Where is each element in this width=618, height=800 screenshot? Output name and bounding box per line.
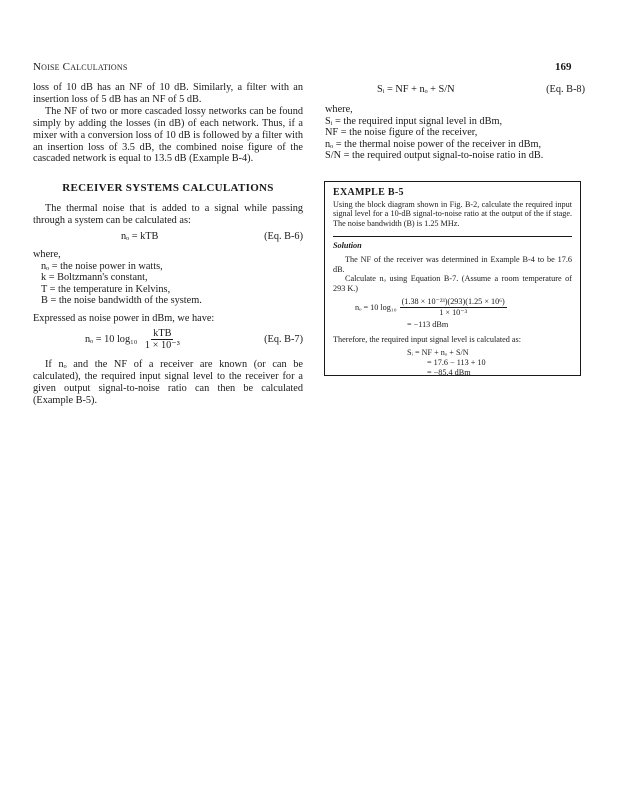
noise-calculation bbox=[355, 297, 572, 317]
solution-paragraph-2: Calculate nₒ using Equation B-7. (Assume a room temperature of 293 K.) bbox=[333, 274, 572, 293]
final-line: = 17.6 − 113 + 10 bbox=[427, 357, 486, 367]
intro-paragraph: loss of 10 dB has an NF of 10 dB. Similarly, a filter with an insertion loss of 5 dB has an NF of 5 dB. bbox=[33, 82, 303, 105]
definition-item: T = the temperature in Kelvins, bbox=[41, 283, 171, 295]
running-header-title: Noise Calculations bbox=[33, 61, 128, 73]
definition-item: k = Boltzmann's constant, bbox=[41, 272, 148, 284]
section-heading: RECEIVER SYSTEMS CALCULATIONS bbox=[62, 182, 274, 195]
equation-b8-label: (Eq. B-8) bbox=[546, 84, 585, 95]
page-number: 169 bbox=[555, 61, 572, 73]
where-label: where, bbox=[33, 248, 61, 260]
equation-b6 bbox=[33, 231, 303, 243]
definitions-list-right bbox=[325, 116, 585, 162]
equation-b7-fraction bbox=[143, 328, 182, 351]
final-calculation bbox=[407, 348, 572, 378]
equation-b8 bbox=[325, 84, 585, 96]
right-column bbox=[325, 82, 585, 161]
definition-item: S/N = the required output signal-to-noise ratio in dB. bbox=[325, 150, 544, 162]
definition-item: Sᵢ = the required input signal level in dBm, bbox=[325, 115, 503, 127]
example-problem: Using the block diagram shown in Fig. B-2, calculate the required input signal level for a 10-dB signal-to-noise ratio at the output of the if stage. The noise bandwidth (B) is 1.25 MHz. bbox=[333, 199, 572, 228]
definition-item: B = the noise bandwidth of the system. bbox=[41, 295, 202, 307]
definition-item: nₒ = the noise power in watts, bbox=[41, 260, 163, 272]
equation-b7-lhs: nₒ = 10 log₁₀ bbox=[85, 334, 138, 346]
solution-paragraph-1: The NF of the receiver was determined in Example B-4 to be 17.6 dB. bbox=[333, 254, 572, 274]
definition-item: NF = the noise figure of the receiver, bbox=[325, 127, 478, 139]
therefore-text: Therefore, the required input signal level is calculated as: bbox=[333, 335, 522, 345]
calc-fraction bbox=[400, 297, 507, 317]
equation-b8-expression: Sᵢ = NF + nₒ + S/N bbox=[377, 84, 455, 95]
final-line: = −85.4 dBm bbox=[427, 367, 471, 377]
example-box bbox=[324, 181, 581, 376]
cascaded-networks-paragraph: The NF of two or more cascaded lossy networks can be found simply by adding the losses (in dB) of each network. Thus, if a mixer with a conversion loss of 10 dB is followed by a filter with an insertion loss of 3.5 dB, the combined noise figure of the cascaded network is equal to 13.5 dB (Example B-4). bbox=[33, 105, 303, 165]
definition-item: nₒ = the thermal noise power of the receiver in dBm, bbox=[325, 138, 542, 150]
example-title: EXAMPLE B-5 bbox=[333, 187, 404, 198]
calc-numerator: (1.38 × 10⁻²³)(293)(1.25 × 10⁶) bbox=[401, 297, 505, 307]
thermal-noise-paragraph: The thermal noise that is added to a signal while passing through a system can be calculated as: bbox=[33, 203, 303, 227]
calc-result: = −113 dBm bbox=[407, 320, 449, 330]
final-line: Sᵢ = NF + nₒ + S/N bbox=[407, 347, 469, 357]
equation-b6-expression: nₒ = kTB bbox=[121, 231, 159, 243]
left-column bbox=[33, 82, 303, 407]
equation-b7-numerator: kTB bbox=[153, 328, 172, 340]
equation-b6-label: (Eq. B-6) bbox=[264, 231, 303, 243]
equation-b7-label: (Eq. B-7) bbox=[264, 333, 303, 345]
equation-b7 bbox=[33, 328, 303, 351]
calc-denominator: 1 × 10⁻³ bbox=[439, 307, 468, 317]
where-label: where, bbox=[325, 103, 353, 115]
closing-paragraph: If nₒ and the NF of a receiver are known (or can be calculated), the required input signal level to the receiver for a given output signal-to-noise ratio can then be calculated (Example B-5). bbox=[33, 359, 303, 407]
equation-b7-denominator: 1 × 10⁻³ bbox=[144, 340, 180, 352]
dbm-intro-text: Expressed as noise power in dBm, we have: bbox=[33, 312, 215, 324]
calc-lhs: nₒ = 10 log₁₀ bbox=[355, 302, 397, 312]
solution-label: Solution bbox=[333, 236, 572, 251]
definitions-list-left bbox=[33, 261, 303, 307]
